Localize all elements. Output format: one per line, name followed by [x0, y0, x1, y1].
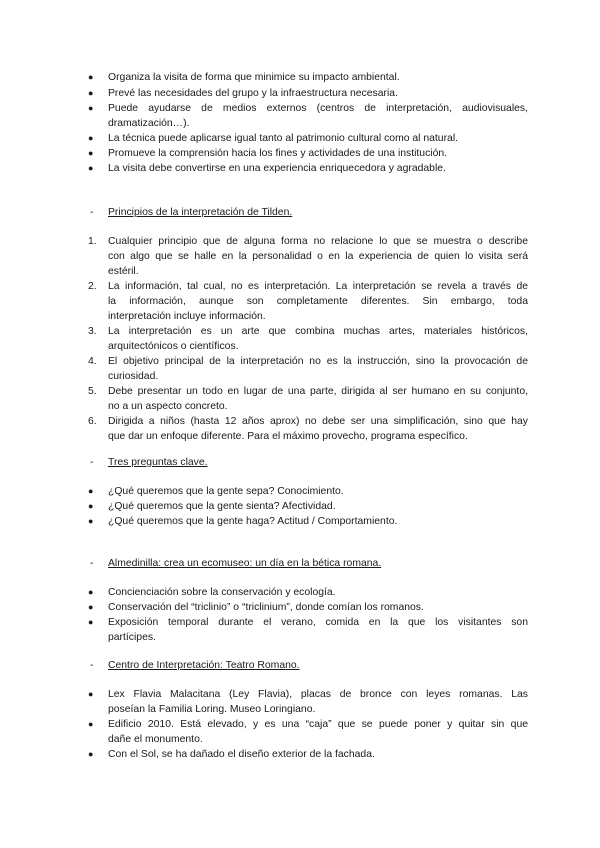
list-item: Con el Sol, se ha dañado el diseño exterior de la fachada. [108, 749, 375, 760]
list-number: 3. [88, 326, 97, 337]
list-number: 2. [88, 281, 97, 292]
list-item-continuation: la información, aunque son completamente diferentes. Sin embargo, toda [108, 296, 528, 307]
list-item: ¿Qué queremos que la gente haga? Actitud / Comportamiento. [108, 516, 398, 527]
list-bullet: ● [88, 72, 94, 82]
list-number: 6. [88, 416, 97, 427]
list-bullet: ● [88, 163, 94, 173]
list-bullet: ● [88, 602, 94, 612]
list-item: La visita debe convertirse en una experiencia enriquecedora y agradable. [108, 163, 446, 174]
list-item-continuation: que dar un enfoque diferente. Para el máximo provecho, programa específico. [108, 431, 468, 442]
list-item: Puede ayudarse de medios externos (centros de interpretación, audiovisuales, [108, 103, 528, 114]
list-item-continuation: poseían la Familia Loring. Museo Loringiano. [108, 704, 316, 715]
list-item: Cualquier principio que de alguna forma no relacione lo que se muestra o describe [108, 236, 528, 247]
list-item-continuation: estéril. [108, 266, 139, 277]
section-dash: - [90, 558, 94, 569]
section-dash: - [90, 457, 94, 468]
list-item: La técnica puede aplicarse igual tanto al patrimonio cultural como al natural. [108, 133, 459, 144]
list-item: Dirigida a niños (hasta 12 años aprox) no debe ser una simplificación, sino que hay [108, 416, 528, 427]
list-number: 4. [88, 356, 97, 367]
list-item-continuation: curiosidad. [108, 371, 159, 382]
list-item: Exposición temporal durante el verano, comida en la que los visitantes son [108, 617, 528, 628]
list-item: Conservación del “triclinio” o “triclinium”, donde comían los romanos. [108, 602, 424, 613]
list-bullet: ● [88, 587, 94, 597]
section-dash: - [90, 207, 94, 218]
list-bullet: ● [88, 516, 94, 526]
list-number: 1. [88, 236, 97, 247]
list-bullet: ● [88, 719, 94, 729]
list-item: ¿Qué queremos que la gente sepa? Conocimiento. [108, 486, 344, 497]
list-item-continuation: interpretación incluye información. [108, 311, 266, 322]
list-item: Debe presentar un todo en lugar de una parte, dirigida al ser humano en su conjunto, [108, 386, 528, 397]
list-bullet: ● [88, 501, 94, 511]
list-item-continuation: partícipes. [108, 632, 156, 643]
list-bullet: ● [88, 689, 94, 699]
list-item: La información, tal cual, no es interpretación. La interpretación se revela a través de [108, 281, 528, 292]
section-dash: - [90, 660, 94, 671]
list-item-continuation: arquitectónicos o científicos. [108, 341, 239, 352]
list-item-continuation: dañe el monumento. [108, 734, 203, 745]
list-bullet: ● [88, 486, 94, 496]
section-heading: Almedinilla: crea un ecomuseo: un día en la bética romana. [108, 558, 382, 569]
section-heading: Tres preguntas clave. [108, 457, 208, 468]
list-number: 5. [88, 386, 97, 397]
list-item: El objetivo principal de la interpretación no es la instrucción, sino la provocación de [108, 356, 528, 367]
list-item: La interpretación es un arte que combina muchas artes, materiales históricos, [108, 326, 528, 337]
list-item-continuation: con algo que se halle en la personalidad o en la experiencia de quien lo visita será [108, 251, 528, 262]
list-bullet: ● [88, 749, 94, 759]
list-item: Prevé las necesidades del grupo y la infraestructura necesaria. [108, 88, 398, 99]
list-bullet: ● [88, 148, 94, 158]
list-item: Promueve la comprensión hacia los fines y actividades de una institución. [108, 148, 448, 159]
list-item: Lex Flavia Malacitana (Ley Flavia), placas de bronce con leyes romanas. Las [108, 689, 528, 700]
list-bullet: ● [88, 133, 94, 143]
section-heading: Centro de Interpretación: Teatro Romano. [108, 660, 300, 671]
list-item: Concienciación sobre la conservación y ecología. [108, 587, 336, 598]
list-bullet: ● [88, 103, 94, 113]
section-heading: Principios de la interpretación de Tilden. [108, 207, 293, 218]
list-item: Edificio 2010. Está elevado, y es una “caja” que se puede poner y quitar sin que [108, 719, 528, 730]
list-item-continuation: dramatización…). [108, 118, 190, 129]
list-item-continuation: no a un aspecto concreto. [108, 401, 228, 412]
list-bullet: ● [88, 617, 94, 627]
list-item: Organiza la visita de forma que minimice su impacto ambiental. [108, 72, 400, 83]
list-item: ¿Qué queremos que la gente sienta? Afectividad. [108, 501, 336, 512]
list-bullet: ● [88, 88, 94, 98]
